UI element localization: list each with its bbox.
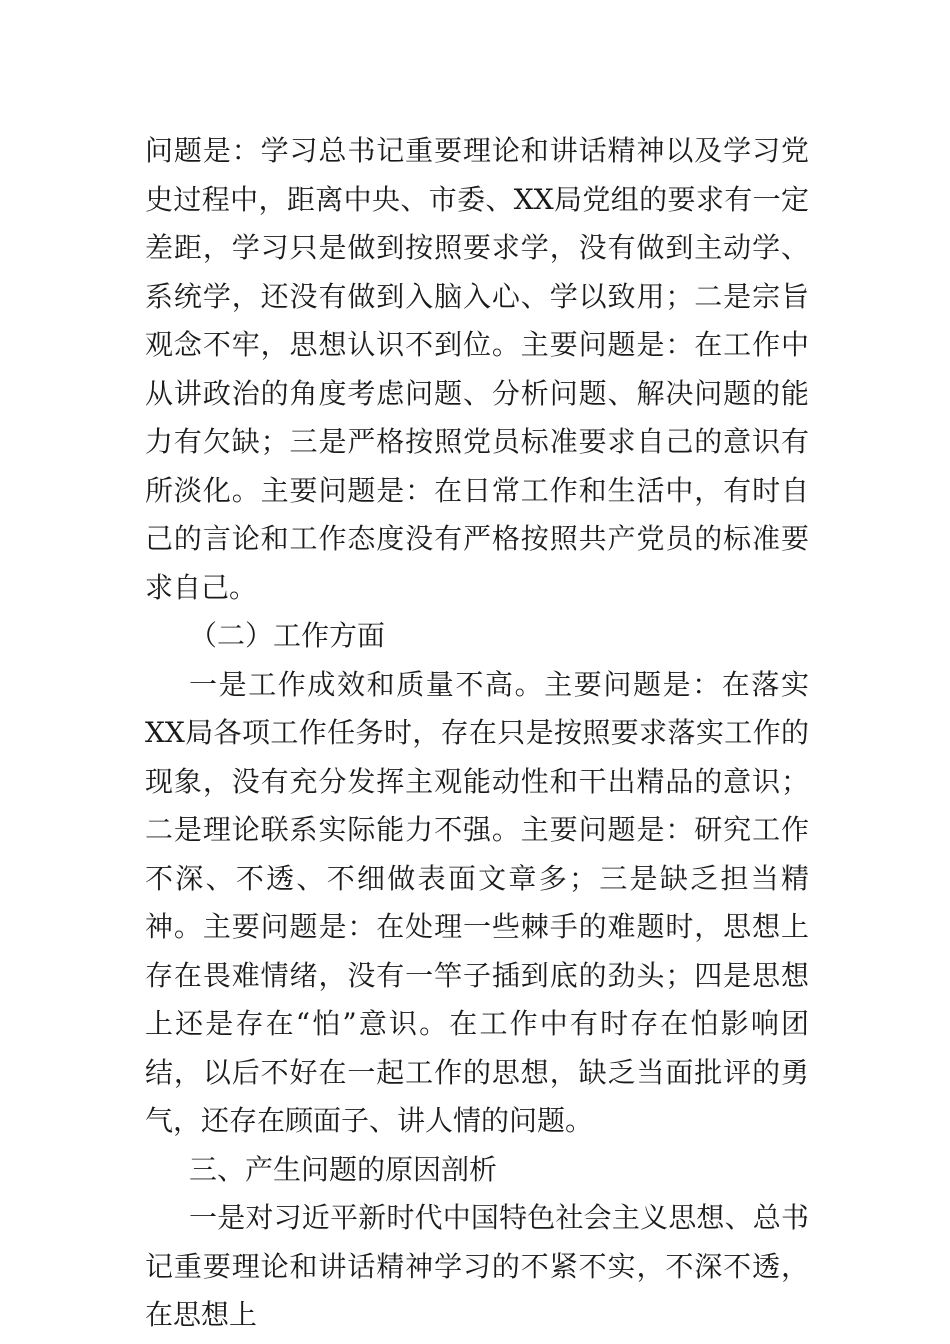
- body-paragraph-causes: 一是对习近平新时代中国特色社会主义思想、总书记重要理论和讲话精神学习的不紧不实，不深不透，在思想上: [145, 1201, 809, 1331]
- document-body: [145, 127, 809, 1340]
- body-paragraph-continued: 问题是：学习总书记重要理论和讲话精神以及学习党史过程中，距离中央、市委、XX局党组的要求有一定差距，学习只是做到按照要求学，没有做到主动学、系统学，还没有做到入脑入心、学以致用；二是宗旨观念不牢，思想认识不到位。主要问题是：在工作中从讲政治的角度考虑问题、分析问题、解决问题的能力有欠缺；三是严格按照党员标准要求自己的意识有所淡化。主要问题是：在日常工作和生活中，有时自己的言论和工作态度没有严格按照共产党员的标准要求自己。: [145, 134, 809, 604]
- section-heading-work: （二）工作方面: [189, 619, 386, 652]
- section-heading-causes: 三、产生问题的原因剖析: [189, 1152, 498, 1186]
- body-paragraph-work: 一是工作成效和质量不高。主要问题是：在落实XX局各项工作任务时，存在只是按照要求落实工作的现象，没有充分发挥主观能动性和干出精品的意识；二是理论联系实际能力不强。主要问题是：研究工作不深、不透、不细做表面文章多；三是缺乏担当精神。主要问题是：在处理一些棘手的难题时，思想上存在畏难情绪，没有一竿子插到底的劲头；四是思想上还是存在“怕”意识。在工作中有时存在怕影响团结，以后不好在一起工作的思想，缺乏当面批评的勇气，还存在顾面子、讲人情的问题。: [145, 667, 809, 1137]
